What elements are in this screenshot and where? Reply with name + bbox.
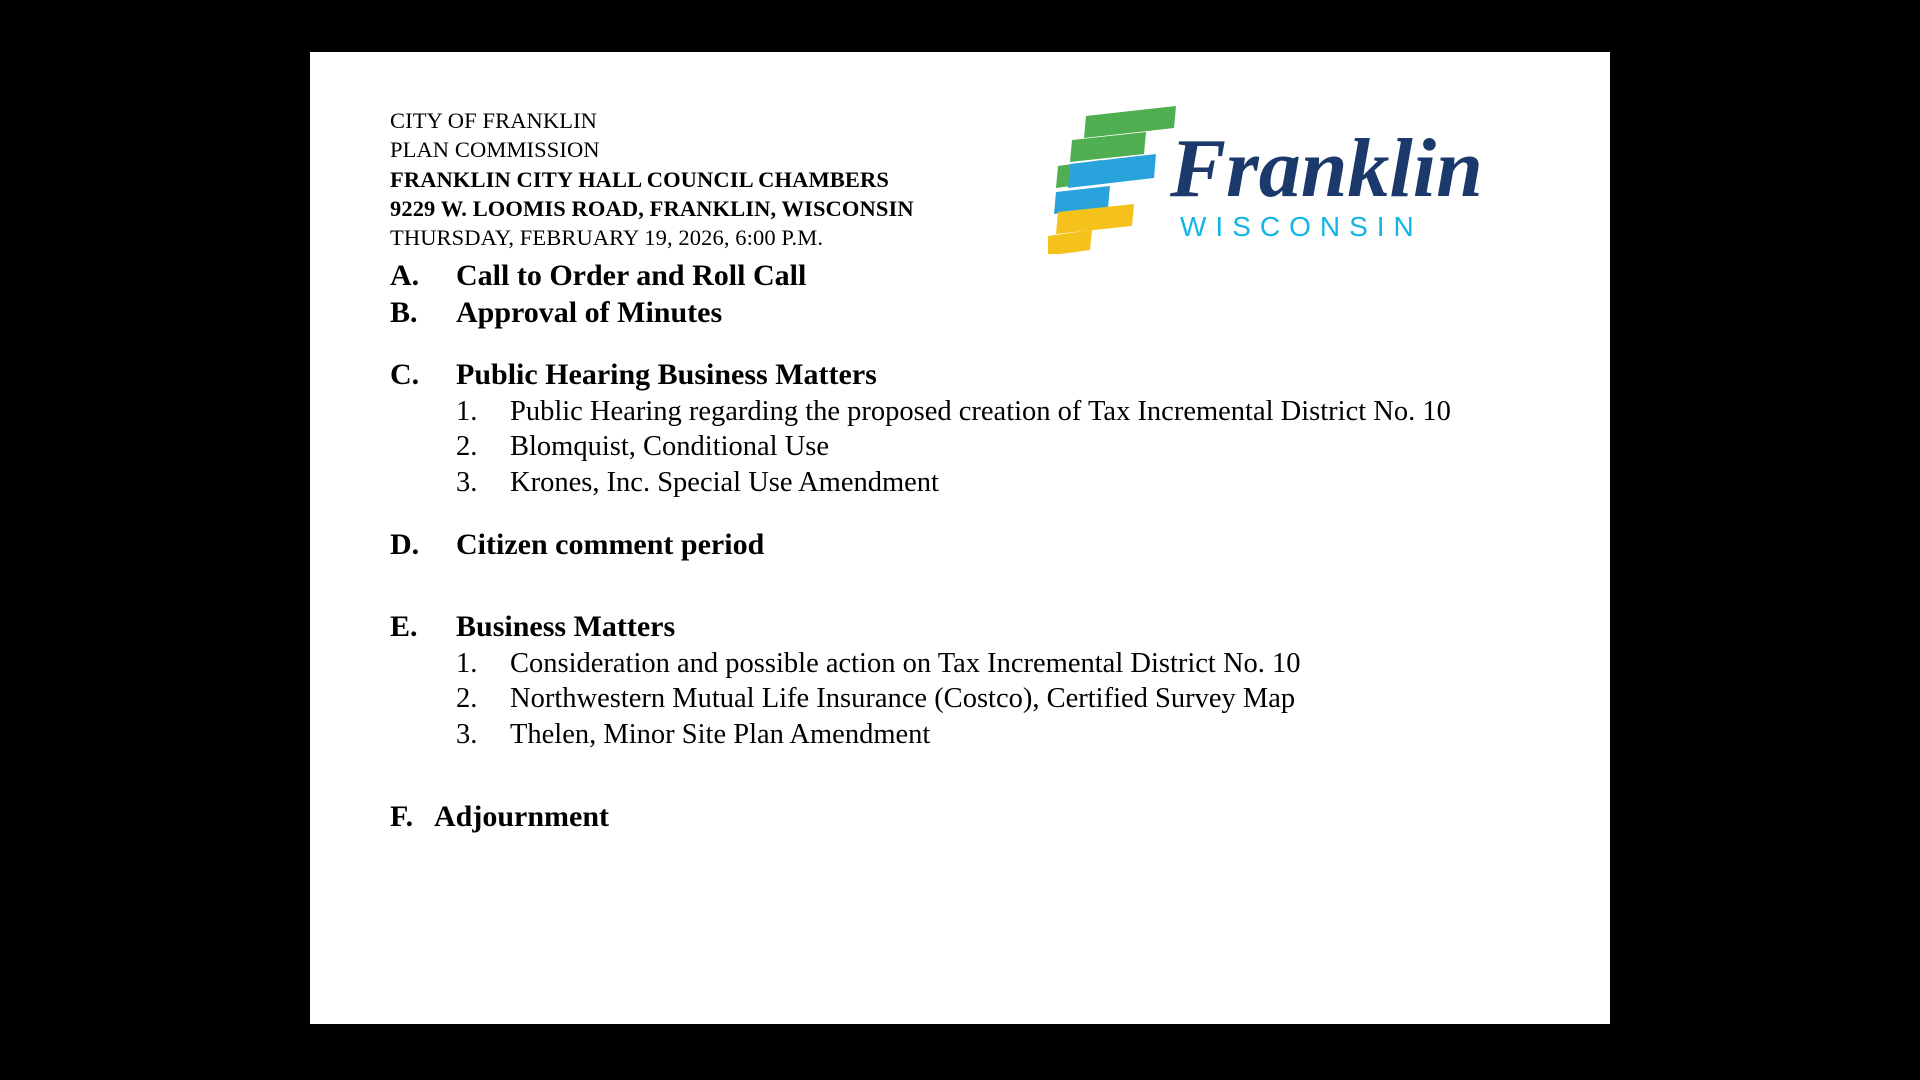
agenda-item-d-title: Citizen comment period: [456, 527, 765, 561]
agenda-item-e-letter: E.: [390, 610, 418, 644]
agenda-item-e-title: Business Matters: [456, 610, 676, 644]
franklin-wisconsin-logo: [1048, 94, 1528, 254]
agenda-subitem-text: Blomquist, Conditional Use: [510, 431, 830, 463]
agenda-subitem: [390, 429, 1570, 465]
agenda-subitem-text: Northwestern Mutual Life Insurance (Costco), Certified Survey Map: [510, 683, 1296, 715]
agenda-subitem-number: 2.: [456, 431, 478, 463]
agenda-item-d-letter: D.: [390, 527, 420, 561]
agenda-item-d: [390, 527, 1570, 564]
agenda-subitem-number: 3.: [456, 467, 478, 499]
meeting-info-line-4: 9229 W. LOOMIS ROAD, FRANKLIN, WISCONSIN: [390, 195, 914, 221]
meeting-info-line-2: PLAN COMMISSION: [390, 137, 600, 163]
agenda-list: [350, 258, 1570, 835]
agenda-item-b-title: Approval of Minutes: [456, 295, 723, 329]
slide-header: [350, 84, 1570, 250]
agenda-subitem: [390, 646, 1570, 682]
agenda-item-c: [390, 357, 1570, 394]
agenda-item-f-letter: F.: [390, 799, 414, 833]
agenda-subitem: [390, 394, 1570, 430]
agenda-item-c-title: Public Hearing Business Matters: [456, 358, 877, 392]
agenda-subitem: [390, 681, 1570, 717]
spacer: [390, 501, 1570, 527]
agenda-slide: [310, 52, 1610, 1024]
agenda-subitem-number: 2.: [456, 683, 478, 715]
agenda-item-e-subitems: [390, 646, 1570, 753]
meeting-info-line-1: CITY OF FRANKLIN: [390, 108, 598, 133]
agenda-subitem-number: 1.: [456, 395, 478, 427]
meeting-info-line-5: THURSDAY, FEBRUARY 19, 2026, 6:00 P.M.: [390, 225, 824, 250]
spacer: [390, 753, 1570, 799]
svg-text:WISCONSIN: WISCONSIN: [1180, 211, 1423, 242]
agenda-item-c-letter: C.: [390, 358, 420, 392]
agenda-subitem: [390, 465, 1570, 501]
spacer: [390, 331, 1570, 357]
agenda-item-e: [390, 609, 1570, 646]
agenda-subitem-text: Krones, Inc. Special Use Amendment: [510, 467, 939, 499]
agenda-subitem-text: Thelen, Minor Site Plan Amendment: [510, 719, 931, 751]
agenda-subitem-number: 1.: [456, 647, 478, 679]
agenda-item-b-letter: B.: [390, 295, 418, 329]
meeting-info-block: [390, 106, 914, 252]
agenda-item-f: [390, 799, 1570, 836]
spacer: [390, 563, 1570, 609]
agenda-item-a-title: Call to Order and Roll Call: [456, 259, 807, 292]
agenda-subitem-text: Public Hearing regarding the proposed creation of Tax Incremental District No. 10: [510, 395, 1451, 427]
agenda-item-f-title: Adjournment: [434, 799, 610, 833]
agenda-item-b: [390, 295, 1570, 332]
svg-text:Franklin: Franklin: [1170, 122, 1483, 215]
agenda-subitem-number: 3.: [456, 719, 478, 751]
agenda-item-a: [390, 258, 1570, 295]
agenda-item-a-letter: A.: [390, 259, 420, 292]
meeting-info-line-3: FRANKLIN CITY HALL COUNCIL CHAMBERS: [390, 166, 889, 192]
agenda-subitem-text: Consideration and possible action on Tax Incremental District No. 10: [510, 647, 1301, 679]
agenda-subitem: [390, 717, 1570, 753]
agenda-item-c-subitems: [390, 394, 1570, 501]
